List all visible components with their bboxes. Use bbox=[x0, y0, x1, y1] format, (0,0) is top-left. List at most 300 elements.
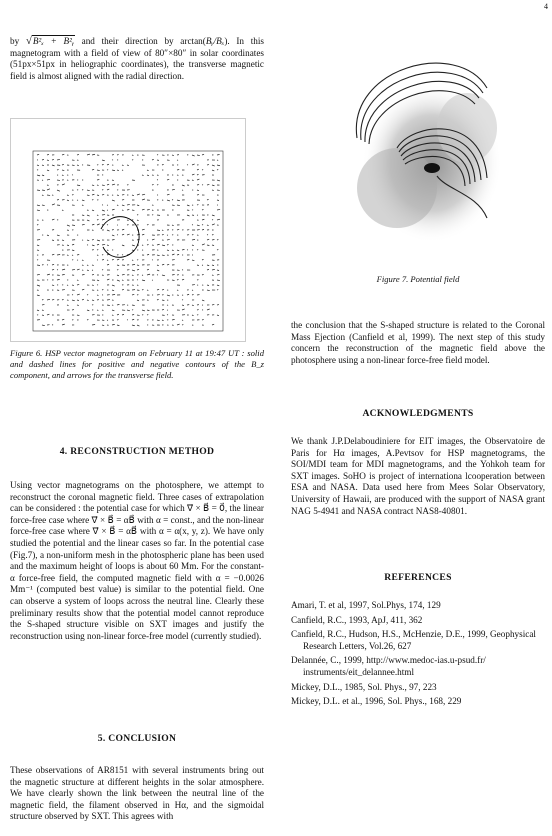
figure6-arrow bbox=[137, 325, 139, 326]
figure6-arrow bbox=[217, 285, 219, 286]
figure6-arrow bbox=[117, 280, 120, 281]
figure6-magnetogram bbox=[11, 119, 245, 341]
figure6-arrow bbox=[107, 189, 109, 190]
figure6-arrow bbox=[152, 239, 155, 240]
figure6-arrow bbox=[112, 285, 115, 286]
figure6-arrow bbox=[202, 219, 204, 220]
figure6-arrow bbox=[192, 239, 195, 240]
figure6-arrow bbox=[62, 175, 64, 176]
figure6-arrow bbox=[37, 154, 39, 155]
figure6-arrow bbox=[62, 324, 65, 325]
intro-paragraph: by √B²ₓ + B²ᵧ and their direction by arctan(Bᵧ/Bₓ). In this magnetogram with a field of view of 80″×80″ in solar coordinates (51px×51px in heliographic coordinates), the transverse magnetic field is almost aligned with the radial direction. bbox=[10, 35, 264, 81]
figure6-arrow bbox=[42, 325, 45, 326]
figure6-caption: Figure 6. HSP vector magnetogram on February 11 at 19:47 UT : solid and dashed lines for positive and negative contours of the B_z component, and arrows for the transverse field. bbox=[10, 348, 264, 380]
figure6-arrow bbox=[122, 205, 124, 206]
references-heading: REFERENCES bbox=[384, 572, 452, 583]
figure6-arrow bbox=[132, 294, 134, 295]
figure6-arrow bbox=[157, 255, 160, 256]
figure6 bbox=[10, 118, 246, 342]
figure6-arrow bbox=[62, 210, 63, 211]
acknowledgments-heading: ACKNOWLEDGMENTS bbox=[362, 408, 474, 419]
figure6-arrow bbox=[47, 314, 49, 315]
figure6-arrow bbox=[177, 324, 180, 325]
figure6-arrow bbox=[47, 274, 50, 275]
figure6-arrow bbox=[122, 289, 124, 290]
figure6-arrow bbox=[92, 239, 94, 240]
figure6-arrow bbox=[212, 324, 214, 325]
figure6-arrow bbox=[202, 244, 205, 245]
figure6-vector-field bbox=[37, 154, 220, 326]
figure6-arrow bbox=[217, 169, 218, 170]
figure6-arrow bbox=[37, 265, 40, 266]
reference-item: Amari, T. et al, 1997, Sol.Phys, 174, 129 bbox=[291, 600, 441, 610]
reference-item: Delannée, C., 1999, http://www.medoc-ias.u-psud.fr/ instruments/eit_delannee.html bbox=[291, 655, 486, 677]
figure6-arrow bbox=[92, 245, 94, 246]
figure6-arrow bbox=[157, 270, 159, 271]
figure6-arrow bbox=[197, 174, 198, 175]
figure6-arrow bbox=[127, 234, 130, 235]
figure6-arrow bbox=[202, 229, 204, 230]
figure6-arrow bbox=[172, 189, 175, 190]
figure6-arrow bbox=[47, 299, 50, 300]
figure6-arrow bbox=[42, 159, 44, 160]
figure6-arrow bbox=[47, 235, 49, 236]
figure6-arrow bbox=[212, 215, 215, 216]
figure6-contour bbox=[101, 217, 139, 258]
figure6-arrow bbox=[192, 234, 193, 235]
figure6-arrow bbox=[87, 190, 90, 191]
figure6-arrow bbox=[202, 154, 204, 155]
figure6-arrow bbox=[112, 290, 114, 291]
figure6-arrow bbox=[37, 285, 40, 286]
figure6-arrow bbox=[162, 275, 165, 276]
figure6-arrow bbox=[132, 270, 135, 271]
figure6-arrow bbox=[117, 325, 119, 326]
page-number: 4 bbox=[544, 2, 548, 11]
references-list bbox=[291, 600, 545, 711]
figure6-arrow bbox=[82, 260, 84, 261]
figure6-arrow bbox=[87, 270, 89, 271]
figure6-arrow bbox=[132, 319, 134, 320]
figure6-arrow bbox=[147, 274, 150, 275]
figure6-arrow bbox=[72, 250, 74, 251]
figure6-arrow bbox=[157, 289, 159, 290]
figure6-arrow bbox=[57, 254, 60, 255]
reference-item: Canfield, R.C., 1993, ApJ, 411, 362 bbox=[291, 614, 423, 625]
figure6-arrow bbox=[112, 209, 115, 210]
figure6-arrow bbox=[152, 159, 154, 160]
figure6-arrow bbox=[172, 225, 174, 226]
figure6-arrow bbox=[147, 244, 149, 245]
figure6-arrow bbox=[212, 170, 214, 171]
figure6-arrow bbox=[202, 209, 203, 210]
figure6-arrow bbox=[87, 240, 89, 241]
figure6-arrow bbox=[52, 285, 54, 286]
figure6-arrow bbox=[162, 230, 163, 231]
figure6-arrow bbox=[102, 164, 104, 165]
figure6-arrow bbox=[142, 194, 145, 195]
figure6-arrow bbox=[117, 275, 119, 276]
figure6-arrow bbox=[102, 160, 105, 161]
figure7-caption: Figure 7. Potential field bbox=[376, 274, 460, 284]
figure6-arrow bbox=[102, 185, 105, 186]
figure6-arrow bbox=[167, 244, 168, 245]
figure6-arrow bbox=[147, 170, 149, 171]
figure6-arrow bbox=[52, 254, 54, 255]
figure6-arrow bbox=[217, 165, 220, 166]
figure6-arrow bbox=[172, 155, 174, 156]
figure6-arrow bbox=[87, 215, 90, 216]
figure6-arrow bbox=[47, 160, 49, 161]
figure6-arrow bbox=[67, 245, 69, 246]
figure6-arrow bbox=[157, 244, 160, 245]
figure6-arrow bbox=[87, 220, 89, 221]
figure6-arrow bbox=[162, 255, 165, 256]
figure6-arrow bbox=[107, 305, 110, 306]
figure6-arrow bbox=[42, 190, 45, 191]
figure6-arrow bbox=[147, 310, 149, 311]
figure6-arrow bbox=[37, 295, 40, 296]
figure6-arrow bbox=[102, 325, 104, 326]
figure6-arrow bbox=[67, 200, 69, 201]
figure6-arrow bbox=[112, 259, 114, 260]
figure6-arrow bbox=[97, 224, 100, 225]
figure6-arrow bbox=[62, 269, 65, 270]
figure6-arrow bbox=[217, 209, 220, 210]
figure6-arrow bbox=[202, 319, 204, 320]
figure6-arrow bbox=[137, 269, 139, 270]
figure6-arrow bbox=[77, 165, 79, 166]
figure6-arrow bbox=[107, 279, 109, 280]
figure6-arrow bbox=[197, 169, 199, 170]
figure6-arrow bbox=[57, 190, 60, 191]
figure6-arrow bbox=[132, 275, 133, 276]
figure6-arrow bbox=[217, 315, 219, 316]
intro-suffix: ). In this magnetogram with a field of view of 80″×80″ in solar coordinates (51px×51px in heliographic coordinates), the transverse magnetic field is almost aligned with the radial direction. bbox=[10, 36, 264, 81]
figure6-arrow bbox=[162, 234, 164, 235]
figure6-arrow bbox=[87, 195, 89, 196]
figure6-arrow bbox=[62, 184, 65, 185]
figure6-arrow bbox=[102, 244, 105, 245]
figure6-arrow bbox=[207, 265, 209, 266]
figure6-arrow bbox=[52, 165, 55, 166]
figure6-arrow bbox=[212, 265, 214, 266]
figure6-frame bbox=[33, 151, 223, 331]
figure6-arrow bbox=[167, 264, 169, 265]
figure6-arrow bbox=[42, 299, 43, 300]
figure6-arrow bbox=[87, 310, 89, 311]
figure6-arrow bbox=[77, 315, 79, 316]
figure6-arrow bbox=[197, 190, 199, 191]
figure6-arrow bbox=[192, 180, 194, 181]
figure6-arrow bbox=[192, 315, 194, 316]
figure6-arrow bbox=[207, 239, 209, 240]
figure6-arrow bbox=[212, 165, 215, 166]
figure6-arrow bbox=[62, 240, 64, 241]
figure6-arrow bbox=[92, 194, 94, 195]
figure6-arrow bbox=[112, 184, 115, 185]
section4-body: Using vector magnetograms on the photosphere, we attempt to reconstruct the coronal magnetic field. Three cases of extrapolation can be considered : the potential case for which ∇⃗ × B⃗ = 0⃗, the linear force-free case where ∇⃗ × B⃗ = αB⃗ with α = const., and the non-linear force-free case where ∇⃗ × B⃗ = αB⃗ with α = α(x, y, z). We have only studied the potential and the linear cases so far. In the potential case (Fig.7), a non-uniform mesh in the photospheric plane has been used and the maximum height of loops is about 60 Mm. For the constant-α force-free field, the computed magnetic field with α = −0.0026 Mm⁻¹ (computed best value) is similar to the potential field. One can observe a system of loops across the neutral line. Clearly these preliminary results show that the potential model cannot reproduce the S-shaped structure visible on SXT images and justify the reconstruction using non-linear force-free model (currently studied). bbox=[10, 480, 264, 641]
figure6-arrow bbox=[217, 280, 220, 281]
figure6-arrow bbox=[162, 309, 164, 310]
figure6-arrow bbox=[177, 279, 178, 280]
figure6-arrow bbox=[37, 210, 40, 211]
figure6-arrow bbox=[152, 184, 154, 185]
figure6-arrow bbox=[112, 310, 114, 311]
figure6-arrow bbox=[62, 164, 64, 165]
figure6-arrow bbox=[42, 304, 44, 305]
figure6-arrow bbox=[42, 205, 45, 206]
figure6-arrow bbox=[112, 170, 115, 171]
figure6-arrow bbox=[202, 259, 204, 260]
figure6-arrow bbox=[82, 200, 84, 201]
figure6-arrow bbox=[57, 159, 60, 160]
figure6-arrow bbox=[42, 195, 44, 196]
figure6-arrow bbox=[172, 254, 174, 255]
figure6-arrow bbox=[192, 174, 195, 175]
figure6-arrow bbox=[92, 185, 94, 186]
figure6-arrow bbox=[102, 219, 105, 220]
figure6-arrow bbox=[37, 190, 40, 191]
figure6-arrow bbox=[82, 224, 85, 225]
figure6-arrow bbox=[92, 154, 95, 155]
figure6-arrow bbox=[37, 175, 40, 176]
figure6-arrow bbox=[177, 229, 179, 230]
figure6-arrow bbox=[182, 309, 185, 310]
figure6-arrow bbox=[82, 289, 84, 290]
figure6-arrow bbox=[92, 300, 94, 301]
figure6-arrow bbox=[42, 175, 44, 176]
figure6-arrow bbox=[207, 309, 210, 310]
section5-heading: 5. CONCLUSION bbox=[97, 733, 177, 744]
figure6-arrow bbox=[197, 179, 199, 180]
figure6-arrow bbox=[37, 310, 39, 311]
continuation-paragraph: the conclusion that the S-shaped structure is related to the Coronal Mass Ejection (Canfield et al, 1999). The next step of this study concern the reconstruction of the magnetic field above the photosphere using a non-linear force-free field model. bbox=[291, 320, 545, 365]
figure6-arrow bbox=[167, 295, 170, 296]
sqrt-expression: B²ₓ + B²ᵧ bbox=[32, 36, 74, 46]
figure6-arrow bbox=[117, 314, 119, 315]
figure6-arrow bbox=[52, 219, 54, 220]
figure6-arrow bbox=[217, 274, 219, 275]
figure6-arrow bbox=[142, 289, 143, 290]
figure6-arrow bbox=[112, 324, 115, 325]
figure6-arrow bbox=[87, 154, 90, 155]
figure6-arrow bbox=[207, 269, 209, 270]
figure6-arrow bbox=[107, 264, 109, 265]
figure6-arrow bbox=[82, 299, 84, 300]
figure6-arrow bbox=[162, 320, 164, 321]
figure6-arrow bbox=[52, 264, 54, 265]
figure6-arrow bbox=[72, 300, 75, 301]
direction-text: and their direction by arctan( bbox=[74, 36, 206, 46]
figure6-arrow bbox=[122, 234, 124, 235]
figure6-arrow bbox=[122, 274, 125, 275]
figure6-arrow bbox=[77, 269, 80, 270]
figure6-arrow bbox=[177, 250, 179, 251]
figure6-arrow bbox=[37, 274, 40, 275]
direction-fraction: Bᵧ/Bₓ bbox=[205, 36, 225, 46]
figure6-arrow bbox=[157, 265, 159, 266]
figure6-arrow bbox=[207, 199, 209, 200]
figure6-arrow bbox=[167, 239, 170, 240]
figure6-arrow bbox=[132, 325, 135, 326]
figure6-arrow bbox=[47, 179, 50, 180]
figure6-arrow bbox=[192, 260, 194, 261]
figure6-arrow bbox=[62, 170, 64, 171]
figure6-arrow bbox=[97, 240, 100, 241]
figure6-arrow bbox=[197, 155, 200, 156]
figure6-arrow bbox=[122, 245, 124, 246]
figure6-arrow bbox=[162, 245, 165, 246]
figure6-arrow bbox=[137, 194, 140, 195]
figure6-arrow bbox=[92, 169, 94, 170]
figure6-arrow bbox=[127, 204, 130, 205]
figure6-arrow bbox=[147, 224, 149, 225]
figure6-arrow bbox=[192, 155, 195, 156]
figure6-arrow bbox=[62, 274, 65, 275]
figure6-arrow bbox=[172, 319, 175, 320]
figure6-arrow bbox=[82, 274, 85, 275]
figure6-arrow bbox=[112, 235, 114, 236]
figure6-arrow bbox=[187, 205, 189, 206]
figure6-arrow bbox=[97, 280, 99, 281]
figure6-arrow bbox=[122, 229, 124, 230]
figure6-arrow bbox=[62, 154, 64, 155]
figure6-arrow bbox=[47, 189, 50, 190]
figure6-arrow bbox=[107, 230, 110, 231]
figure6-arrow bbox=[142, 280, 145, 281]
acknowledgments-body: We thank J.P.Delaboudiniere for EIT images, the Observatoire de Paris for Hα images, A.Pevtsov for HSP magnetograms, the SOI/MDI team for MDI magnetograms, and the Yohkoh team for SXT images. SoHO is project of internationa lcooperation between ESA and NASA. Data used here from Mees Solar Observatory, University of Hawaii, are produced with the support of NASA grant NAG 5-4941 and NASA contract NAS8-40801. bbox=[291, 436, 545, 516]
figure6-arrow bbox=[182, 305, 184, 306]
figure6-arrow bbox=[147, 254, 149, 255]
figure6-arrow bbox=[212, 224, 215, 225]
figure6-arrow bbox=[177, 254, 179, 255]
figure6-arrow bbox=[102, 210, 105, 211]
figure6-arrow bbox=[117, 170, 119, 171]
figure6-arrow bbox=[177, 205, 180, 206]
figure6-arrow bbox=[217, 219, 220, 220]
figure6-arrow bbox=[107, 245, 109, 246]
figure6-arrow bbox=[47, 154, 49, 155]
figure6-arrow bbox=[72, 165, 75, 166]
figure6-arrow bbox=[137, 220, 139, 221]
figure6-arrow bbox=[72, 269, 75, 270]
figure6-arrow bbox=[122, 314, 124, 315]
figure6-arrow bbox=[37, 165, 39, 166]
figure6-arrow bbox=[192, 305, 194, 306]
figure6-arrow bbox=[202, 300, 204, 301]
figure6-arrow bbox=[167, 250, 169, 251]
figure6-arrow bbox=[52, 299, 54, 300]
figure6-arrow bbox=[147, 175, 149, 176]
figure6-arrow bbox=[67, 225, 70, 226]
figure6-arrow bbox=[177, 169, 179, 170]
reference-item: Canfield, R.C., Hudson, H.S., McHenzie, D.E., 1999, Geophysical Research Letters, Vol.26, 627 bbox=[291, 629, 536, 651]
figure6-arrow bbox=[207, 184, 209, 185]
figure6-arrow bbox=[212, 304, 214, 305]
figure6-arrow bbox=[167, 179, 169, 180]
figure6-arrow bbox=[52, 204, 55, 205]
figure6-arrow bbox=[182, 185, 185, 186]
figure6-arrow bbox=[137, 205, 139, 206]
figure6-arrow bbox=[212, 269, 215, 270]
figure6-arrow bbox=[192, 164, 195, 165]
figure6-arrow bbox=[62, 319, 64, 320]
figure6-arrow bbox=[207, 290, 210, 291]
figure6-arrow bbox=[102, 194, 104, 195]
figure6-arrow bbox=[57, 279, 60, 280]
figure6-arrow bbox=[167, 200, 170, 201]
figure6-arrow bbox=[157, 320, 160, 321]
figure6-arrow bbox=[182, 249, 184, 250]
figure6-arrow bbox=[177, 200, 180, 201]
section4-heading: 4. RECONSTRUCTION METHOD bbox=[59, 446, 215, 457]
figure6-arrow bbox=[112, 200, 115, 201]
figure6-arrow bbox=[87, 300, 89, 301]
figure6-arrow bbox=[142, 209, 145, 210]
figure6-arrow bbox=[217, 200, 219, 201]
figure6-arrow bbox=[192, 245, 194, 246]
figure6-arrow bbox=[142, 234, 144, 235]
figure6-arrow bbox=[197, 225, 200, 226]
figure6-arrow bbox=[87, 265, 88, 266]
figure6-arrow bbox=[42, 165, 44, 166]
figure6-arrow bbox=[37, 245, 39, 246]
figure6-arrow bbox=[117, 259, 119, 260]
figure6-arrow bbox=[217, 180, 220, 181]
figure6-arrow bbox=[47, 170, 49, 171]
figure6-arrow bbox=[102, 259, 104, 260]
figure6-arrow bbox=[97, 215, 98, 216]
figure6-arrow bbox=[147, 269, 149, 270]
reference-item: Mickey, D.L. et al., 1996, Sol. Phys., 168, 229 bbox=[291, 696, 462, 707]
figure6-arrow bbox=[167, 194, 170, 195]
figure6-arrow bbox=[77, 284, 79, 285]
figure6-arrow bbox=[92, 210, 94, 211]
figure6-arrow bbox=[52, 269, 54, 270]
figure6-arrow bbox=[142, 229, 145, 230]
figure6-arrow bbox=[132, 245, 135, 246]
figure6-arrow bbox=[202, 274, 204, 275]
figure6-arrow bbox=[207, 225, 209, 226]
figure6-arrow bbox=[172, 250, 174, 251]
reference-item: Mickey, D.L., 1985, Sol. Phys., 97, 223 bbox=[291, 681, 437, 692]
figure6-arrow bbox=[67, 305, 69, 306]
figure6-arrow bbox=[182, 279, 184, 280]
figure6-arrow bbox=[77, 294, 80, 295]
figure6-arrow bbox=[117, 205, 118, 206]
figure6-arrow bbox=[62, 299, 64, 300]
figure6-arrow bbox=[162, 289, 164, 290]
figure6-arrow bbox=[122, 165, 124, 166]
figure6-arrow bbox=[92, 274, 94, 275]
figure6-arrow bbox=[142, 199, 145, 200]
figure6-arrow bbox=[187, 294, 189, 295]
figure6-arrow bbox=[72, 244, 74, 245]
figure7 bbox=[337, 28, 507, 268]
figure6-arrow bbox=[107, 184, 109, 185]
figure6-arrow bbox=[212, 185, 214, 186]
figure6-arrow bbox=[217, 249, 218, 250]
figure6-arrow bbox=[172, 274, 175, 275]
figure6-arrow bbox=[97, 244, 99, 245]
figure6-arrow bbox=[77, 185, 80, 186]
figure6-arrow bbox=[162, 164, 164, 165]
figure6-arrow bbox=[137, 300, 139, 301]
figure6-arrow bbox=[187, 215, 190, 216]
figure6-arrow bbox=[92, 224, 94, 225]
figure6-arrow bbox=[37, 205, 40, 206]
